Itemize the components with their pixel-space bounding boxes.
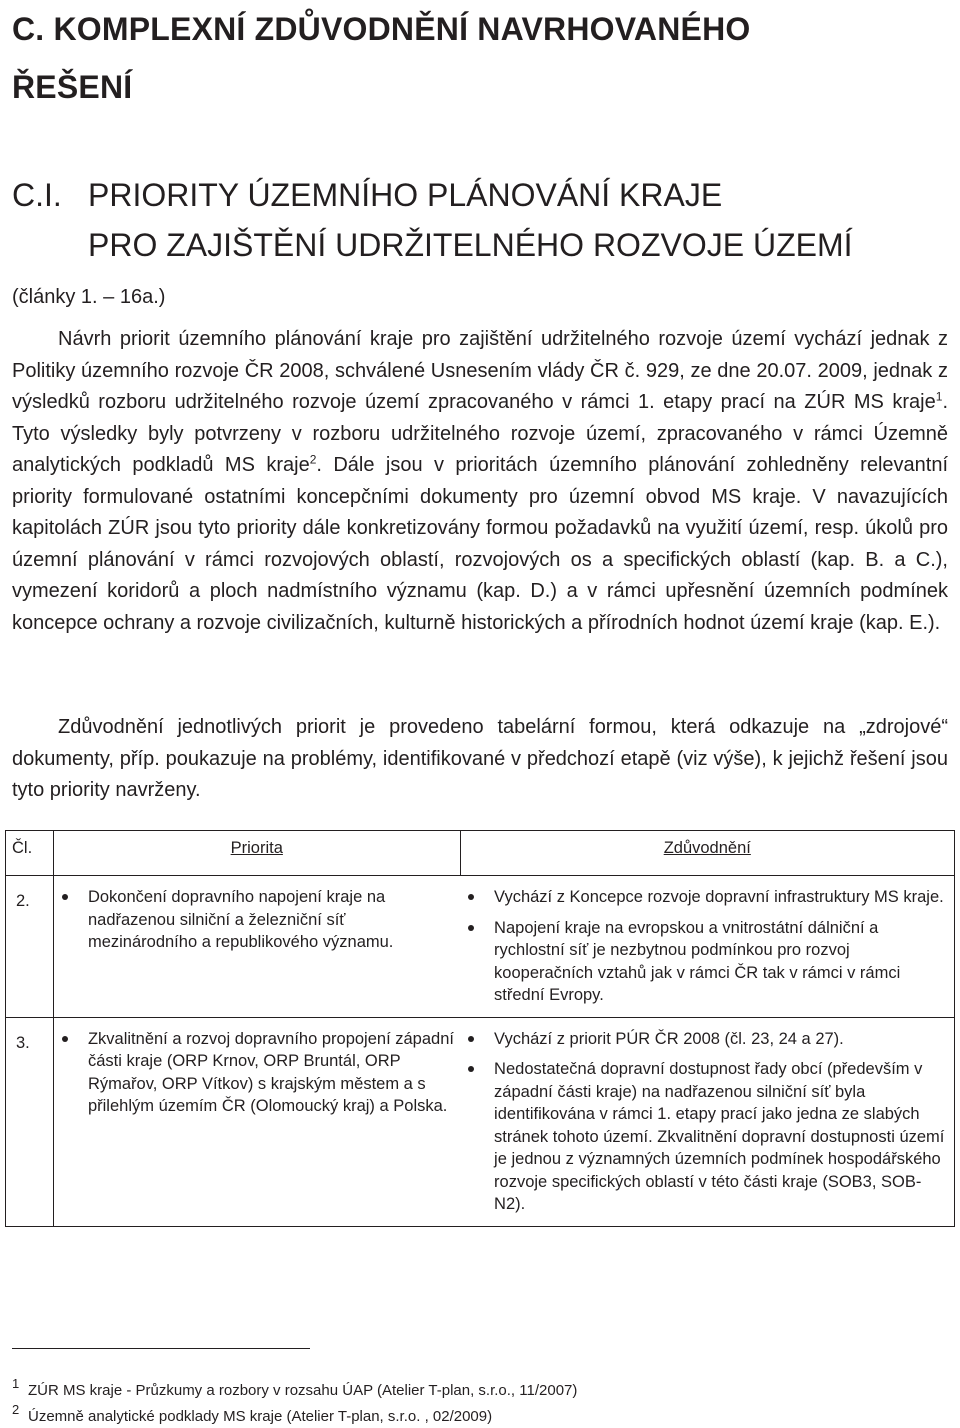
reason-item: Nedostatečná dopravní dostupnost řady obcí (především v západní části kraje) na nadřazenou silniční síť byla identifikována v rámci 1. etapy prací jako jedna ze slabých stránek tohoto území. Zkvalitnění dopravní dostupnosti území je jednou z významných územních podmínek hospodářského rozvoje specifických oblastí v této části kraje (SOB3, SOB-N2). [464, 1058, 950, 1216]
table-intro-paragraph [12, 712, 948, 807]
footnote-ref-1[interactable]: 1 [935, 389, 943, 404]
reason-item: Vychází z priorit PÚR ČR 2008 (čl. 23, 24 a 27). [464, 1028, 950, 1051]
table-row [6, 1017, 955, 1226]
footnote-2-text: Územně analytické podklady MS kraje (Atelier T-plan, s.r.o. , 02/2009) [28, 1408, 493, 1425]
intro-text-a: Návrh priorit územního plánování kraje pro zajištění udržitelného rozvoje území vychází jednak z Politiky územního rozvoje ČR 2008, schválené Usnesením vlády ČR č. 929, ze dne 20.07. 2009, jednak z výsledků rozboru udržitelného rozvoje území zpracovaného v rámci 1. etapy prací na ZÚR MS kraje [12, 328, 948, 413]
row-priority [53, 876, 460, 1018]
row-reasons [460, 1017, 954, 1226]
table-header-row [6, 831, 955, 876]
row-number: 3. [6, 1017, 54, 1226]
footnote-ref-2[interactable]: 2 [309, 452, 317, 467]
header-reason: Zdůvodnění [460, 831, 954, 876]
row-number: 2. [6, 876, 54, 1018]
reason-item: Napojení kraje na evropskou a vnitrostátní dálniční a rychlostní síť je nezbytnou podmínkou pro rozvoj kooperačních vztahů jak v rámci ČR tak v rámci v rámci střední Evropy. [464, 917, 950, 1007]
document-heading [12, 0, 942, 116]
footnote-2-mark: 2 [12, 1402, 20, 1417]
section-title-line-2: PRO ZAJIŠTĚNÍ UDRŽITELNÉHO ROZVOJE ÚZEMÍ [88, 227, 853, 263]
footnote-1 [12, 1374, 577, 1401]
priority-item: Zkvalitnění a rozvoj dopravního propojení západní části kraje (ORP Krnov, ORP Bruntál, ORP Rýmařov, ORP Vítkov) s krajským městem a s přilehlým územím ČR (Olomoucký kraj) a Polska. [58, 1028, 456, 1118]
intro-paragraph [12, 324, 948, 639]
header-priority: Priorita [53, 831, 460, 876]
heading-line-2: ŘEŠENÍ [12, 69, 133, 105]
intro-text-c: . Dále jsou v prioritách územního plánování zohledněny relevantní priority formulované ostatními koncepčními dokumenty pro územní obvod MS kraje. V navazujících kapitolách ZÚR jsou tyto priority dále konkretizovány formou požadavků na využití území, resp. úkolů pro územní plánování v rámci rozvojových oblastí, rozvojových os a specifických oblastí (kap. B. a C.), vymezení koridorů a ploch nadmístního významu (kap. D.) a v rámci upřesnění územních podmínek koncepce ochrany a rozvoje civilizačních, kulturně historických a přírodních hodnot území kraje (kap. E.). [12, 454, 949, 634]
section-number: C.I. [12, 177, 62, 213]
reason-item: Vychází z Koncepce rozvoje dopravní infrastruktury MS kraje. [464, 886, 950, 909]
priority-table [5, 830, 955, 1227]
table-intro-text: Zdůvodnění jednotlivých priorit je provedeno tabelární formou, která odkazuje na „zdrojové“ dokumenty, příp. poukazuje na problémy, identifikované v předchozí etapě (viz výše), k jejichž řešení jsou tyto priority navrženy. [12, 716, 948, 801]
row-reasons [460, 876, 954, 1018]
row-priority [53, 1017, 460, 1226]
heading-line-1: C. KOMPLEXNÍ ZDŮVODNĚNÍ NAVRHOVANÉHO [12, 11, 751, 47]
section-title-line-1: PRIORITY ÚZEMNÍHO PLÁNOVÁNÍ KRAJE [88, 177, 723, 213]
section-title [88, 170, 948, 270]
table-row [6, 876, 955, 1018]
intro-text-b: . Tyto výsledky byly potvrzeny v rozboru udržitelného rozvoje území, zpracovaného v rámci Územně analytických podkladů MS kraje [12, 391, 948, 476]
header-number: Čl. [6, 831, 54, 876]
section-subtitle: (články 1. – 16a.) [12, 286, 166, 308]
footnote-1-mark: 1 [12, 1376, 20, 1391]
priority-item: Dokončení dopravního napojení kraje na nadřazenou silniční a železniční síť mezinárodního a republikového významu. [58, 886, 456, 954]
footnote-2 [12, 1400, 492, 1427]
footnote-1-text: ZÚR MS kraje - Průzkumy a rozbory v rozsahu ÚAP (Atelier T-plan, s.r.o., 11/2007) [28, 1382, 578, 1399]
footnote-separator [12, 1348, 310, 1349]
